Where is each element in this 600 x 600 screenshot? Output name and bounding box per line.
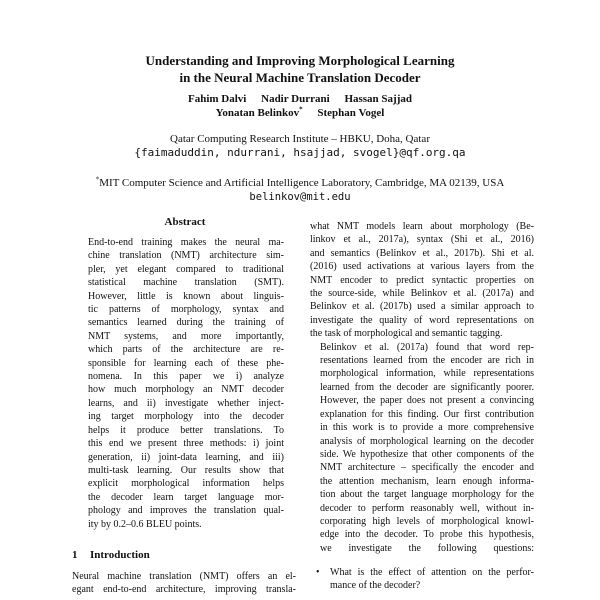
text-line: End-to-end training makes the neural ma- [88,237,284,248]
paper-title-line-1: Understanding and Improving Morphological Learning [145,53,455,68]
email-qcri: {faimaduddin, ndurrani, hsajjad, svogel}@qf.org.qa [134,146,466,159]
author-row-2 [0,106,600,120]
text-line: we investigate the following questions: [320,542,534,554]
text-line: Belinkov et al. (2017b) used a similar approach to [310,301,534,313]
text-line: chine translation (NMT) architecture sim- [88,250,284,262]
affiliation-mit-text: MIT Computer Science and Artificial Intelligence Laboratory, Cambridge, MA 02139, USA [99,177,505,189]
introduction-body [72,570,296,597]
text-line: the source-side, while Belinkov et al. (2017a) and [310,288,534,300]
text-line: in this work is to provide a more comprehensive [320,422,534,434]
text-line: investigate the quality of word representations on [310,314,534,326]
bullet-item [316,566,534,593]
text-line: sponsible for learning each of these phe- [88,357,284,369]
email-mit: belinkov@mit.edu [249,191,351,203]
text-line: linkov et al., 2017a), syntax (Shi et al., 2016) [310,234,534,246]
text-line: helps it produce better translations. To [88,424,284,436]
text-line: generation, ii) joint-data learning, and iii) [88,451,284,463]
text-line: learned from the decoder are significantly poorer. [320,381,534,393]
bullet-text [330,566,534,593]
text-line: tic patterns of morphology, syntax and [88,304,284,316]
text-line: explicit morphological information helps [88,478,284,490]
text-line: phology and improves the translation qual- [88,505,284,517]
text-line: statistical machine translation (SMT). [88,277,284,289]
text-line: NMT architecture – specifically the encoder and [320,462,534,474]
text-line: what NMT models learn about morphology (Be- [310,221,534,232]
text-line: which parts of the architecture are re- [88,344,284,356]
text-line: pler, yet elegant compared to traditional [88,263,284,275]
text-line: egant end-to-end architecture, improving transla- [72,584,296,596]
text-line: (2016) used activations at various layers from the [310,261,534,273]
text-line: NMT encoder to predict syntactic properties on [310,274,534,286]
text-line: ing target morphology into the decoder [88,411,284,423]
author-name: Hassan Sajjad [344,93,412,105]
author-row-1 [0,92,600,106]
author-name: Stephan Vogel [317,107,385,119]
text-line: What is the effect of attention on the perfor- [330,567,534,578]
text-line: NMT systems, and more importantly, [88,330,284,342]
text-line: resentations learned from the encoder are rich in [320,355,534,367]
section-number: 1 [72,549,78,561]
text-line: corporating high levels of morphological knowl- [320,515,534,527]
text-line: edge into the decoder. To probe this hypothesis, [320,529,534,541]
text-line: the attention mechanism, learn enough informa- [320,475,534,487]
text-line: decoder to perform reasonably well, without in- [320,502,534,514]
author-name: Fahim Dalvi [188,93,247,105]
text-line: and semantics (Belinkov et al., 2017b). Shi et al. [310,247,534,259]
section-heading-introduction [72,549,150,561]
text-line: morphological information, while representations [320,368,534,380]
text-line: explanation for this finding. Our first contribution [320,408,534,420]
author-name [216,106,303,120]
bullet-dot: • [316,567,320,578]
text-line: this end we present three methods: i) joint [88,438,284,450]
abstract-body [88,236,284,531]
text-line: ity by 0.2–0.6 BLEU points. [88,518,202,530]
right-column [310,220,534,555]
affiliation-qcri: Qatar Computing Research Institute – HBKU, Doha, Qatar [170,133,430,145]
text-line: mance of the decoder? [330,580,421,592]
text-line: side. We hypothesize that other components of the [320,448,534,460]
text-line: the decoder learn target language mor- [88,491,284,503]
paper-title-line-2: in the Neural Machine Translation Decoder [179,70,421,85]
section-title: Introduction [90,549,150,561]
author-name: Nadir Durrani [261,93,330,105]
text-line: tion about the target language morphology for the [320,489,534,501]
text-line: Belinkov et al. (2017a) found that word rep- [320,341,534,353]
author-name-text: Yonatan Belinkov [215,107,300,119]
text-line: Neural machine translation (NMT) offers an el- [72,571,296,582]
text-line: how much morphology an NMT decoder [88,384,284,396]
affiliation-mark: * [299,105,303,114]
text-line: semantics learned during the training of [88,317,284,329]
affiliation-mit [0,176,600,190]
text-line: However, the paper does not present a convincing [320,395,534,407]
text-line: However, little is known about linguis- [88,290,284,302]
text-line: learns, and ii) investigate whether inject- [88,397,284,409]
text-line: multi-task learning. Our results show that [88,464,284,476]
paragraph-related-work [310,220,534,341]
paragraph-hypothesis [310,341,534,556]
text-line: the task of morphological and semantic tagging. [310,328,503,340]
text-line: analysis of morphological learning on the decoder [320,435,534,447]
affiliation-mark: * [95,175,100,184]
text-line: nomena. In this paper we i) analyze [88,371,284,383]
abstract-heading: Abstract [164,216,206,228]
